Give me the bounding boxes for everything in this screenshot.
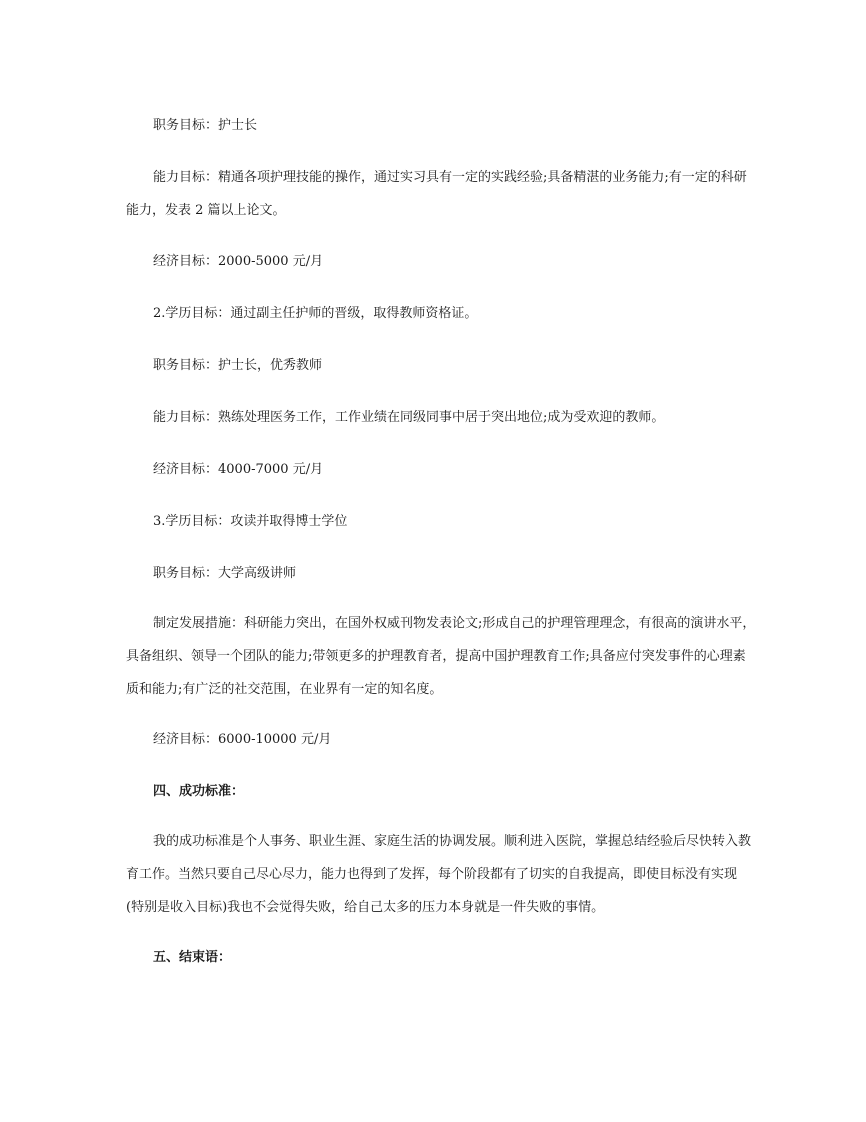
text-line: 2.学历目标：通过副主任护师的晋级，取得教师资格证。 (153, 306, 478, 321)
text-line: 经济目标：4000-7000 元/月 (153, 462, 324, 477)
text-line: 3.学历目标：攻读并取得博士学位 (153, 514, 348, 529)
text-line: 能力，发表 2 篇以上论文。 (126, 203, 286, 218)
section-heading-success-criteria (126, 775, 746, 808)
section-heading-conclusion (126, 941, 746, 974)
ability-goal-2 (126, 401, 746, 434)
text-line: 经济目标：6000-10000 元/月 (153, 732, 332, 747)
text-line: (特别是收入目标)我也不会觉得失败，给自己太多的压力本身就是一件失败的事情。 (126, 900, 605, 915)
economic-goal-2 (126, 453, 746, 486)
heading-line: 五、结束语： (153, 950, 232, 965)
text-line: 制定发展措施：科研能力突出，在国外权威刊物发表论文;形成自己的护理管理理念，有很高的演讲水平， (153, 616, 756, 631)
text-line: 具备组织、领导一个团队的能力;带领更多的护理教育者，提高中国护理教育工作;具备应付突发事件的心理素 (126, 649, 746, 664)
development-measures (126, 607, 756, 706)
text-line: 我的成功标准是个人事务、职业生涯、家庭生活的协调发展。顺利进入医院，掌握总结经验后尽快转入教 (153, 834, 752, 849)
text-line: 质和能力;有广泛的社交范围，在业界有一定的知名度。 (126, 682, 443, 697)
job-goal-3 (126, 557, 746, 590)
ability-goal-1 (126, 161, 746, 227)
text-line: 职务目标：大学高级讲师 (153, 566, 297, 581)
education-goal-2 (126, 297, 746, 330)
text-line: 经济目标：2000-5000 元/月 (153, 254, 324, 269)
economic-goal-3 (126, 723, 746, 756)
education-goal-3 (126, 505, 746, 538)
text-line: 能力目标：熟练处理医务工作，工作业绩在同级同事中居于突出地位;成为受欢迎的教师。 (153, 410, 665, 425)
text-line: 育工作。当然只要自己尽心尽力，能力也得到了发挥，每个阶段都有了切实的自我提高，即使目标没有实现 (126, 867, 738, 882)
text-line: 能力目标：精通各项护理技能的操作，通过实习具有一定的实践经验;具备精湛的业务能力;有一定的科研 (153, 170, 747, 185)
job-goal-2 (126, 349, 746, 382)
text-line: 职务目标：护士长，优秀教师 (153, 358, 323, 373)
text-line: 职务目标：护士长 (153, 118, 258, 133)
job-goal-1 (126, 109, 746, 142)
economic-goal-1 (126, 245, 746, 278)
heading-line: 四、成功标准： (153, 784, 245, 799)
success-criteria-text (126, 825, 752, 924)
